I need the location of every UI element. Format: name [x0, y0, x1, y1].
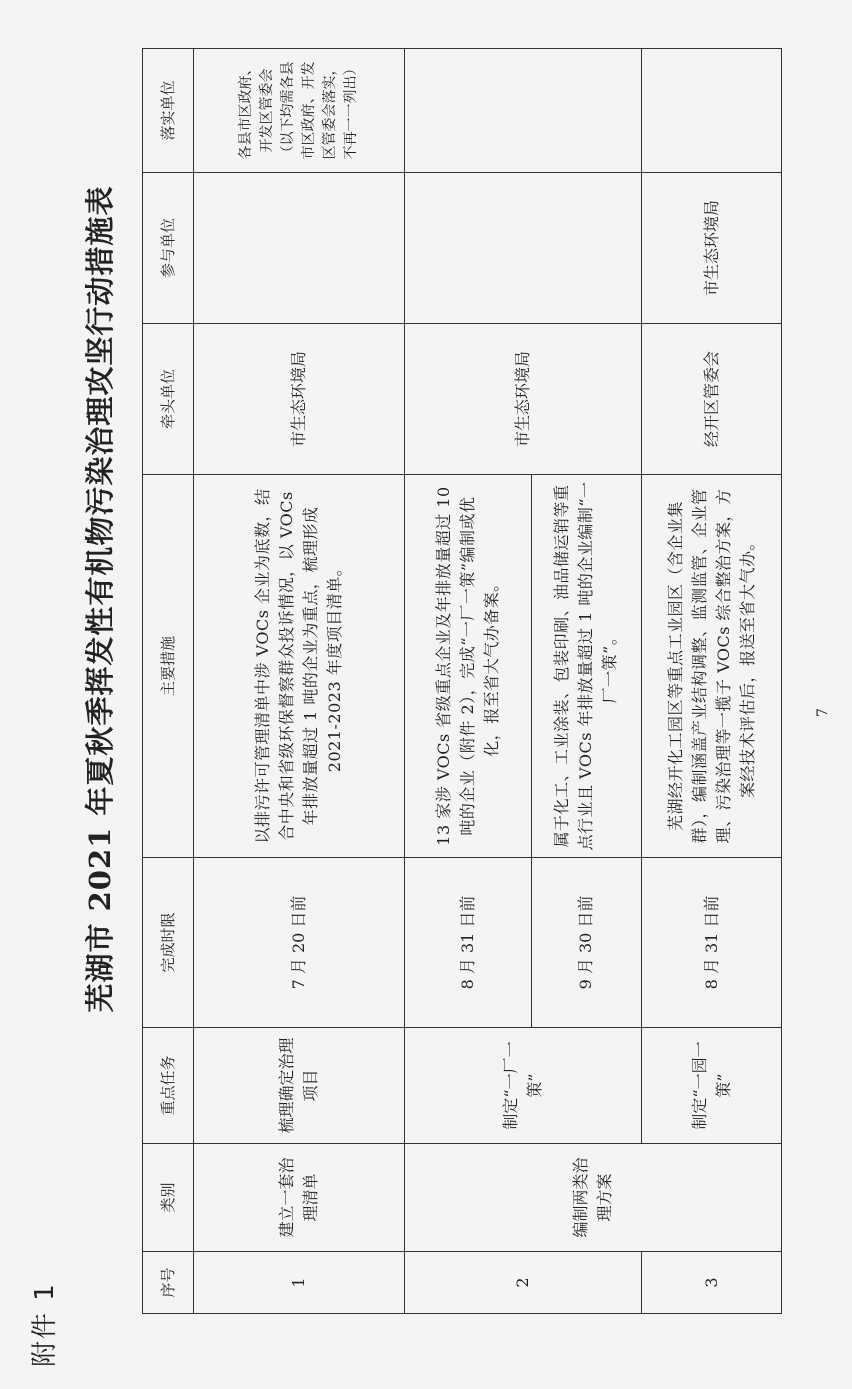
cell-category: 编制两类治理方案 [405, 1144, 782, 1252]
page-number: 7 [815, 708, 831, 717]
table-header-row [143, 49, 194, 1314]
cell-deadline: 8 月 31 日前 [405, 858, 532, 1028]
cell-task: 制定“一厂一策” [405, 1028, 642, 1144]
table-row [405, 49, 532, 1314]
cell-lead: 市生态环境局 [194, 324, 405, 475]
cell-participant [194, 173, 405, 324]
cell-no: 3 [642, 1252, 782, 1314]
table-row [194, 49, 405, 1314]
header-measure: 主要措施 [143, 475, 194, 858]
cell-implementer [642, 49, 782, 173]
cell-measure: 13 家涉 VOCs 省级重点企业及年排放量超过 10 吨的企业（附件 2），完成“一厂一策”编制或优化，报至省大气办备案。 [405, 475, 532, 858]
header-lead: 牵头单位 [143, 324, 194, 475]
cell-category: 建立一套治理清单 [194, 1144, 405, 1252]
header-category: 类别 [143, 1144, 194, 1252]
cell-no: 2 [405, 1252, 642, 1314]
header-implementer: 落实单位 [143, 49, 194, 173]
cell-task: 制定“一园一策” [642, 1028, 782, 1144]
cell-lead: 经开区管委会 [642, 324, 782, 475]
header-deadline: 完成时限 [143, 858, 194, 1028]
cell-lead: 市生态环境局 [405, 324, 642, 475]
measures-table [142, 48, 782, 1314]
cell-implementer [405, 49, 642, 173]
cell-measure: 以排污许可管理清单中涉 VOCs 企业为底数，结合中央和省级环保督察群众投诉情况，以 VOCs 年排放量超过 1 吨的企业为重点，梳理形成 2021-2023 年度项目清单。 [194, 475, 405, 858]
cell-measure: 属于化工、工业涂装、包装印刷、油品储运销等重点行业且 VOCs 年排放量超过 1 吨的企业编制“一厂一策”。 [531, 475, 641, 858]
cell-no: 1 [194, 1252, 405, 1314]
cell-deadline: 9 月 30 日前 [531, 858, 641, 1028]
cell-implementer: 各县市区政府、开发区管委会（以下均需各县市区政府、开发区管委会落实，不再一一列出） [194, 49, 405, 173]
cell-task: 梳理确定治理项目 [194, 1028, 405, 1144]
cell-measure: 芜湖经开化工园区等重点工业园区（含企业集群），编制涵盖产业结构调整、监测监管、企业管理、污染治理等一揽子 VOCs 综合整治方案，方案经技术评估后，报送至省大气办。 [642, 475, 782, 858]
cell-participant [405, 173, 642, 324]
table-row [642, 49, 782, 1314]
header-no: 序号 [143, 1252, 194, 1314]
document-title: 芜湖市 2021 年夏秋季挥发性有机物污染治理攻坚行动措施表 [83, 185, 117, 1013]
cell-participant: 市生态环境局 [642, 173, 782, 324]
header-participant: 参与单位 [143, 173, 194, 324]
cell-deadline: 8 月 31 日前 [642, 858, 782, 1028]
cell-deadline: 7 月 20 日前 [194, 858, 405, 1028]
header-task: 重点任务 [143, 1028, 194, 1144]
attachment-label: 附件 1 [30, 1282, 60, 1367]
